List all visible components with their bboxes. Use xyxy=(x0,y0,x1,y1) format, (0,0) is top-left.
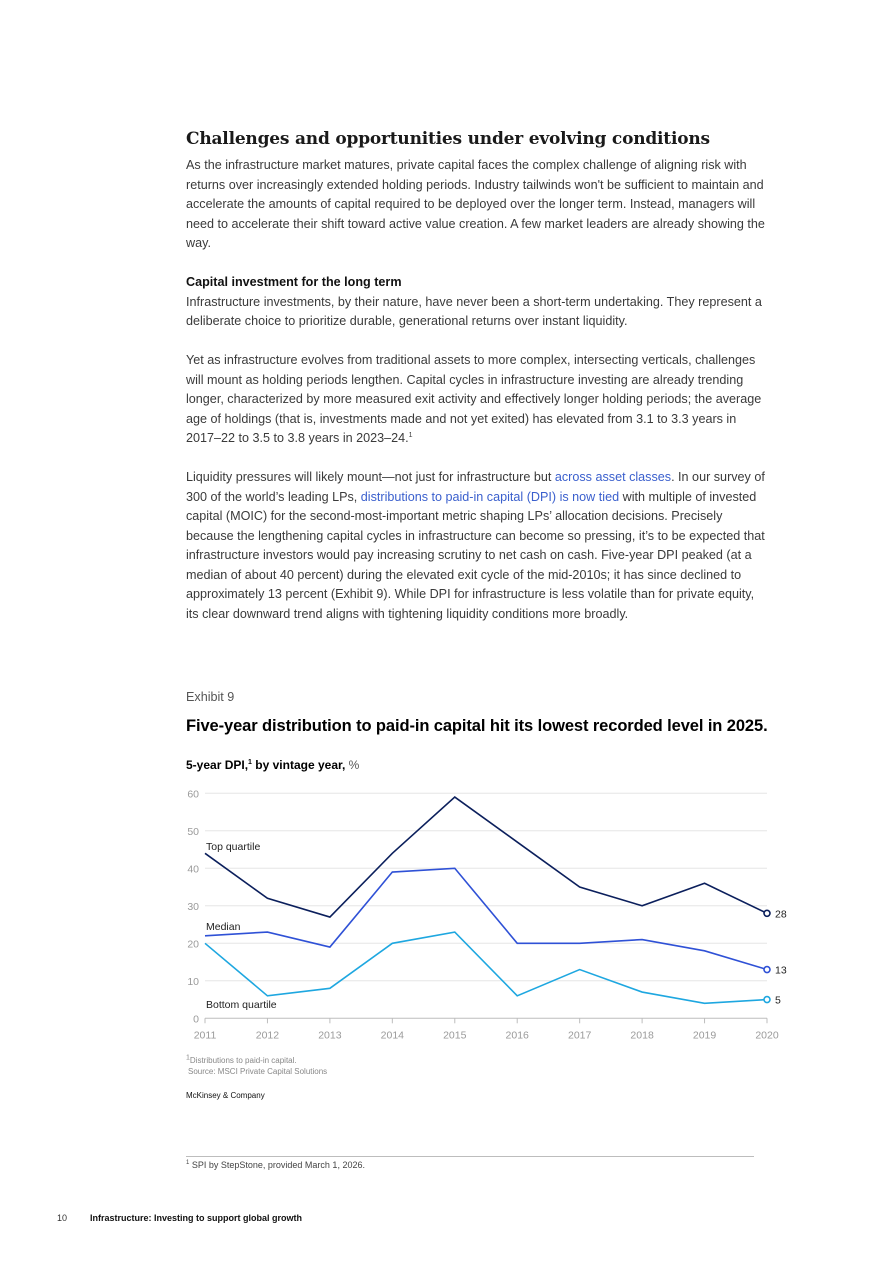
exhibit-label: Exhibit 9 xyxy=(186,690,235,704)
series-label: Median xyxy=(206,921,241,933)
paragraph-3-text-a: Liquidity pressures will likely mount—not just for infrastructure but xyxy=(186,470,555,484)
page-footnote-sup: 1 xyxy=(186,1160,190,1166)
y-tick-label: 40 xyxy=(187,863,199,876)
brand-label: McKinsey & Company xyxy=(186,1091,265,1100)
section-body xyxy=(186,156,766,254)
paragraph-1: Infrastructure investments, by their nature, have never been a short-term undertaking. They represent a deliberate choice to prioritize durable, generational returns over instant liquidity. xyxy=(186,294,762,328)
series-line-top-quartile xyxy=(205,797,767,917)
end-value-label: 13 xyxy=(775,964,787,977)
line-chart xyxy=(180,780,800,1050)
link-dpi-now-tied[interactable]: distributions to paid-in capital (DPI) is now tied xyxy=(360,489,620,504)
paragraph-2 xyxy=(186,351,766,449)
y-tick-label: 20 xyxy=(187,938,199,951)
y-tick-label: 30 xyxy=(187,900,199,913)
page-number: 10 xyxy=(57,1213,68,1223)
paragraph-3-text-b: . In our survey of 300 of the world’s leading LPs, xyxy=(186,470,765,504)
y-tick-label: 10 xyxy=(187,975,199,988)
subsection-heading: Capital investment for the long term xyxy=(186,275,402,289)
paragraph-3 xyxy=(186,468,766,624)
x-tick-label: 2013 xyxy=(318,1029,342,1042)
end-point-marker xyxy=(764,997,770,1003)
subsection xyxy=(186,273,766,624)
x-tick-label: 2011 xyxy=(193,1029,217,1042)
paragraph-2-text: Yet as infrastructure evolves from traditional assets to more complex, intersecting verticals, challenges will mount as holding periods lengthen. Capital cycles in infrastructure investing are already trending longer, characterized by more measured exit activity and effectively longer holding periods; the average age of holdings (that is, investments made and not yet exited) has elevated from 3.1 to 3.3 years in 2017–22 to 3.5 to 3.8 years in 2023–24. xyxy=(186,353,762,445)
section-heading: Challenges and opportunities under evolving conditions xyxy=(186,129,710,149)
page-footnote xyxy=(186,1160,365,1170)
chart-footnote xyxy=(186,1055,327,1066)
y-tick-label: 50 xyxy=(187,825,199,838)
chart-source: Source: MSCI Private Capital Solutions xyxy=(188,1067,328,1076)
series-line-bottom-quartile xyxy=(205,932,767,1003)
footnote-ref[interactable]: 1 xyxy=(408,431,413,439)
x-tick-label: 2015 xyxy=(443,1029,467,1042)
end-value-label: 28 xyxy=(775,908,787,921)
x-tick-label: 2017 xyxy=(567,1029,592,1042)
x-tick-label: 2020 xyxy=(755,1029,779,1042)
end-point-marker xyxy=(764,910,770,916)
chart-subtitle-main: 5-year DPI, xyxy=(186,758,249,772)
running-title: Infrastructure: Investing to support global growth xyxy=(90,1213,303,1223)
chart-subtitle-sup: 1 xyxy=(248,759,252,766)
link-across-asset-classes[interactable]: across asset classes xyxy=(554,470,672,484)
chart-subtitle-unit: % xyxy=(345,758,360,772)
y-tick-label: 0 xyxy=(193,1013,199,1026)
end-point-marker xyxy=(764,967,770,973)
intro-paragraph: As the infrastructure market matures, private capital faces the complex challenge of aligning risk with returns over increasingly extended holding periods. Industry tailwinds won't be sufficient to maintain and accelerate the amounts of capital required to be deployed over the longer term. Instead, managers will need to accelerate their shift toward active value creation. A few market leaders are already showing the way. xyxy=(186,158,765,250)
end-value-label: 5 xyxy=(775,994,781,1007)
chart-subtitle-rest: by vintage year, xyxy=(251,758,346,772)
exhibit-title: Five-year distribution to paid-in capital hit its lowest recorded level in 2025. xyxy=(186,717,768,735)
x-tick-label: 2019 xyxy=(692,1029,717,1042)
chart-footnote-text: Distributions to paid-in capital. xyxy=(189,1056,297,1065)
chart-footnote-sup: 1 xyxy=(186,1054,190,1062)
series-line-median xyxy=(205,868,767,969)
footnote-divider xyxy=(186,1156,754,1157)
paragraph-3-text-c: with multiple of invested capital (MOIC) for the second-most-important metric shaping LPs’ allocation decisions. Precisely because the lengthening capital cycles in infrastructure can become so pressing, it’s to be expected that infrastructure investors would pay increasing scrutiny to net cash on cash. Five-year DPI peaked (at a median of about 40 percent) during the elevated exit cycle of the mid-2010s; it has since declined to approximately 13 percent (Exhibit 9). While DPI for infrastructure is less volatile than for private equity, its clear downward trend aligns with tightening liquidity conditions more broadly. xyxy=(186,489,765,621)
x-tick-label: 2014 xyxy=(380,1029,405,1042)
series-label: Bottom quartile xyxy=(206,999,277,1011)
x-tick-label: 2016 xyxy=(505,1029,529,1042)
chart-notes xyxy=(186,1055,327,1077)
series-label: Top quartile xyxy=(206,841,261,853)
chart-subtitle xyxy=(186,758,359,772)
x-tick-label: 2012 xyxy=(255,1029,280,1042)
page-footnote-text: SPI by StepStone, provided March 1, 2026. xyxy=(191,1160,365,1170)
y-tick-label: 60 xyxy=(187,788,199,801)
x-tick-label: 2018 xyxy=(630,1029,654,1042)
